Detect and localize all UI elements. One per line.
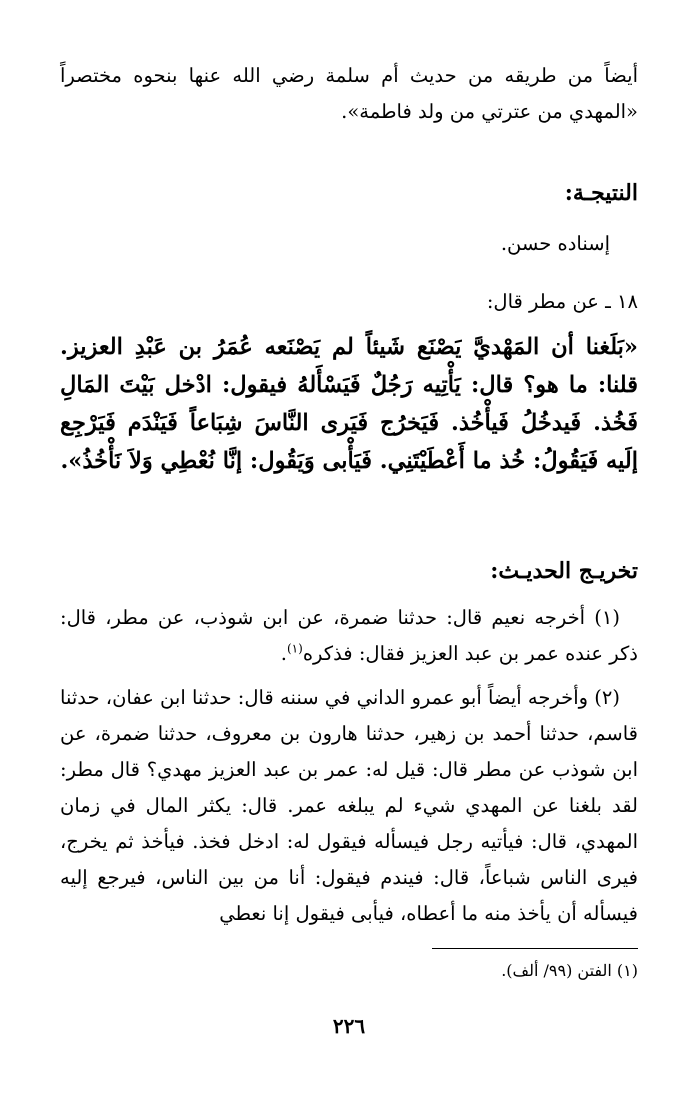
intro-paragraph	[60, 58, 638, 130]
paragraph-1-number: (١)	[594, 606, 620, 629]
page-number: ٢٢٦	[332, 1014, 366, 1038]
footnote-separator	[432, 948, 638, 949]
footnote-text: الفتن (٩٩/ ألف).	[501, 961, 612, 980]
takhrij-paragraph-2	[60, 680, 638, 932]
paragraph-2-number: (٢)	[594, 686, 620, 709]
result-heading: النتيجـة:	[564, 180, 638, 206]
paragraph-1-end: .	[280, 642, 287, 665]
footnote	[60, 958, 638, 984]
paragraph-2-text: وأخرجه أيضاً أبو عمرو الداني في سننه قال: حدثنا ابن عفان، حدثنا قاسم، حدثنا أحمد بن زهير، حدثنا هارون بن معروف، حدثنا ضمرة، عن ابن شوذب عن مطر قال: قيل له: عمر بن عبد العزيز مهدي؟ قال مطر: لقد بلغنا عن المهدي شيء لم يبلغه عمر. قال: يكثر المال في زمان المهدي، قال: فيأتيه رجل فيسأله فيقول له: ادخل فخذ. فيأخذ ثم يخرج، فيرى الناس شباعاً، قال: فيندم فيقول: أنا من بين الناس، فيرجع إليه فيسأله أن يأخذ منه ما أعطاه، فيأبى فيقول إنا نعطي	[60, 686, 638, 925]
hadith-18-quote	[60, 328, 638, 480]
footnote-ref: (١)	[286, 641, 303, 656]
takhrij-paragraph-1	[60, 600, 638, 672]
result-text: إسناده حسن.	[500, 232, 610, 255]
hadith-18-intro-line	[60, 284, 638, 320]
hadith-dash: ـ	[605, 290, 611, 313]
intro-text: أيضاً من طريقه من حديث أم سلمة رضي الله عنها بنحوه مختصراً «المهدي من عترتي من ولد فاطمة».	[60, 64, 638, 123]
hadith-number: ١٨	[617, 290, 638, 313]
paragraph-1-text: أخرجه نعيم قال: حدثنا ضمرة، عن ابن شوذب، عن مطر، قال: ذكر عنده عمر بن عبد العزيز فقال: فذكره	[60, 606, 638, 665]
result-paragraph	[60, 226, 638, 262]
hadith-intro-text: عن مطر قال:	[486, 290, 599, 313]
footnote-number: (١)	[616, 961, 638, 980]
hadith-quote-text: «بَلَغنا أن المَهْديَّ يَصْنَع شَيئاً لم يَصْنَعه عُمَرُ بن عَبْدِ العزيز. قلنا: ما هو؟ قال: يَأْتِيه رَجُلٌ فَيَسْأَلهُ فيقول: ادْخل بَيْتَ المَالِ فَخُذ. فَيدخُلُ فَيأْخُذ. فَيَخرُج فَيَرى النَّاسَ شِبَاعاً فَيَنْدَم فَيَرْجِع إلَيه فَيَقُولُ: خُذ ما أَعْطَيْتَنِي. فَيَأْبى وَيَقُول: إنَّا نُعْطِي وَلاَ نَأْخُذُ».	[60, 334, 638, 474]
takhrij-heading: تخريـج الحديـث:	[490, 558, 638, 584]
